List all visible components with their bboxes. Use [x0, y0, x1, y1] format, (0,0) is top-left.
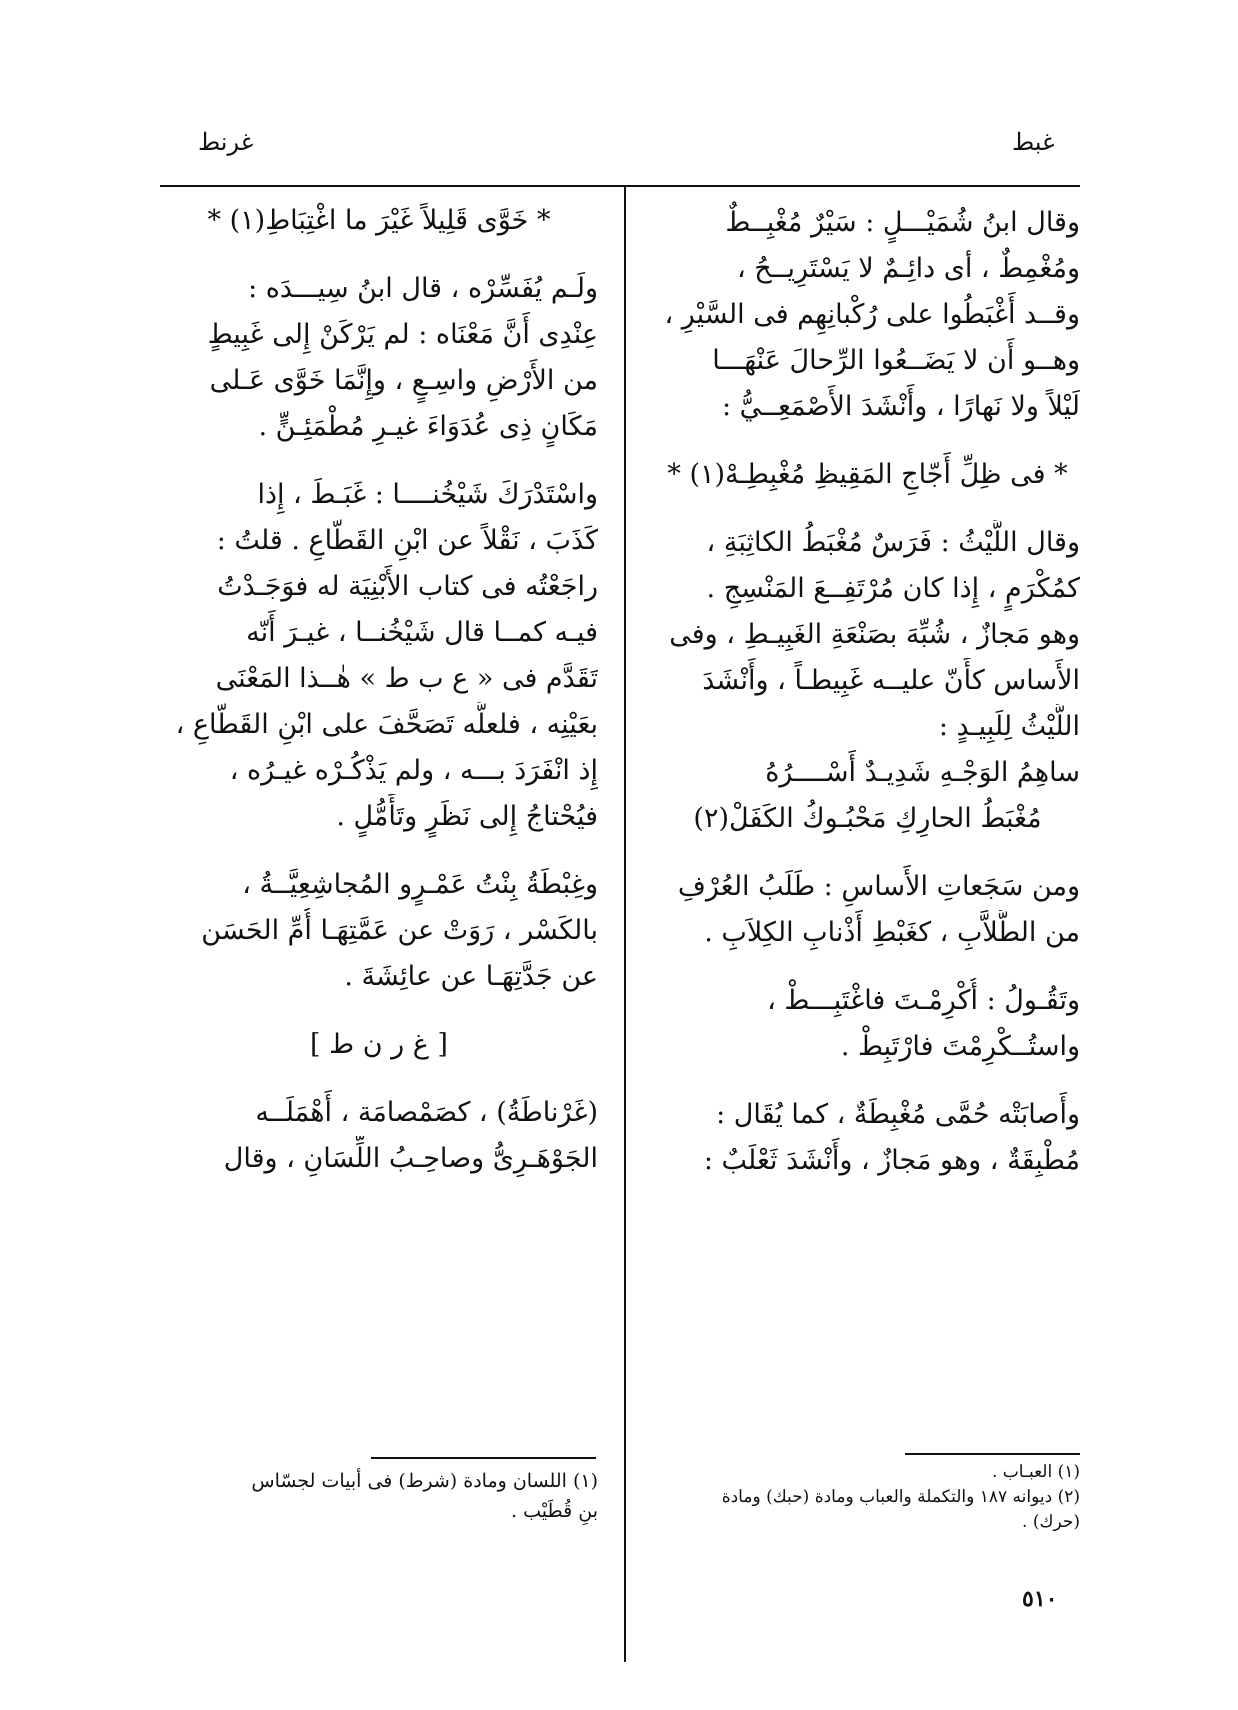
text-line: وتَقُـولُ : أُكْرِمْـتَ فاغْتَبِـــطْ ،	[767, 985, 1080, 1016]
footnote-line: بنِ قُطَيْب .	[511, 1500, 598, 1522]
left-column	[160, 198, 598, 1182]
section-heading: [ غ ر ن ط ]	[310, 1029, 448, 1060]
verse-line: ساهِمُ الوَجْـهِ شَدِيـدٌ أَسْــــرُهُ	[765, 757, 1080, 788]
text-line: وغِبْطَةُ بِنْتُ عَمْـرٍو المُجاشِعِيَّــةُ ،	[242, 869, 598, 900]
footnotes-left	[160, 1466, 598, 1526]
footnote-rule-right	[905, 1453, 1080, 1455]
text-line: راجَعْتُه فى كتاب الأَبْنِيَة له فوَجَـدْتُ	[217, 571, 598, 602]
footnote-rule-left	[371, 1457, 596, 1459]
text-line: وقــد أَغْبَطُوا على رُكْبانِهِم فى السَّيْرِ ،	[664, 299, 1080, 330]
right-column	[655, 200, 1080, 1184]
text-line: (غَرْناطَةُ) ، كصَمْصامَة ، أَهْمَلَــه	[255, 1097, 598, 1128]
text-line: وهو مَجازٌ ، شُبِّهَ بصَنْعَةِ الغَبِيـطِ ، وفى	[669, 619, 1080, 650]
text-line: من الطُّلاَّبِ ، كغَبْطِ أَذْنابِ الكِلاَبِ .	[704, 917, 1080, 948]
text-line: عِنْدِى أَنَّ مَعْنَاه : لم يَرْكَنْ إِلى غَبِيطٍ	[207, 319, 598, 350]
column-divider	[624, 187, 626, 1662]
text-line: بالكَسْر ، رَوَتْ عن عَمَّتِهَـا أُمِّ الحَسَن	[201, 915, 598, 946]
text-line: واستُــكْرِمْتَ فارْتَبِطْ .	[840, 1031, 1080, 1062]
text-line: فيُحْتاجُ إِلى نَظَرٍ وتَأَمُّلٍ .	[336, 801, 598, 832]
text-line: تَقَدَّم فى « ع ب ط » هٰــذا المَعْنَى	[215, 663, 598, 694]
paragraph-gap	[655, 498, 1080, 520]
paragraph-gap	[160, 244, 598, 266]
text-line: لَيْلاً ولا نَهارًا ، وأَنْشَدَ الأَصْمَعِــيُّ :	[721, 391, 1080, 422]
text-line: فيـه كمــا قال شَيْخُنــا ، غيـرَ أَنّه	[246, 617, 598, 648]
paragraph-gap	[655, 842, 1080, 864]
text-line: وقال ابنُ شُمَيْـــلٍ : سَيْرٌ مُغْبِــطٌ	[725, 207, 1080, 238]
text-line: ولَـم يُفَسِّرْه ، قال ابنُ سِيـــدَه :	[248, 273, 598, 304]
text-line: واسْتَدْرَكَ شَيْخُنــــا : غَبَـطَ ، إِذا	[257, 479, 598, 510]
text-line: مُطْبِقَةٌ ، وهو مَجازٌ ، وأَنْشَدَ ثَعْلَبٌ :	[703, 1145, 1080, 1176]
text-line: ومُغْمِطٌ ، أى دائِـمٌ لا يَسْتَرِيــحُ ،	[736, 253, 1080, 284]
header-rule	[160, 185, 1080, 187]
text-line: الأَساس كأَنّ عليــه غَبِيطـاً ، وأَنْشَدَ	[702, 665, 1080, 696]
running-head-left: غرنط	[198, 128, 254, 156]
text-line: كمُكْرَمٍ ، إِذا كان مُرْتَفِــعَ المَنْسِجِ .	[706, 573, 1080, 604]
text-line: كَذَبَ ، نَقْلاً عن ابْنِ القَطّاعِ . قلتُ :	[216, 525, 598, 556]
text-line: وهــو أَن لا يَضَــعُوا الرِّحالَ عَنْهَـــا	[712, 345, 1080, 376]
footnote-line: (١) اللسان ومادة (شرط) فى أبيات لجسّاس	[251, 1470, 598, 1492]
page-number: ٥١٠	[1022, 1586, 1058, 1612]
verse-line: مُغْبَطُ الحارِكِ مَحْبُـوكُ الكَفَلْ(٢)	[693, 803, 1042, 834]
text-line: مَكَانٍ ذِى عُدَوَاءَ غيـرِ مُطْمَئِـنٍّ .	[258, 411, 598, 442]
paragraph-gap	[160, 450, 598, 472]
running-head-right: غبط	[1012, 128, 1055, 156]
verse-line: * خَوَّى قَلِيلاً غَيْرَ ما اغْتِبَاطِ(١) *	[207, 205, 551, 236]
text-line: وأَصابَتْه حُمَّى مُغْبِطَةٌ ، كما يُقَال :	[716, 1099, 1080, 1130]
text-line: من الأَرْضِ واسِـعٍ ، وإِنَّمَا خَوَّى عَـلى	[209, 365, 598, 396]
text-line: وقال اللَّيْثُ : فَرَسٌ مُغْبَطُ الكاثِبَةِ ،	[706, 527, 1080, 558]
verse-line: * فى ظِلِّ أَجّاجِ المَقِيظِ مُغْبِطِـهْ(١) *	[667, 459, 1068, 490]
text-line: اللَّيْثُ لِلَبِيـدٍ :	[938, 711, 1080, 742]
text-line: ومن سَجَعاتِ الأَساسِ : طَلَبُ العُرْفِ	[677, 871, 1080, 902]
paragraph-gap	[655, 430, 1080, 452]
paragraph-gap	[160, 840, 598, 862]
paragraph-gap	[655, 956, 1080, 978]
footnote-line: (٢) ديوانه ١٨٧ والتكملة والعباب ومادة (حبك) ومادة	[721, 1487, 1080, 1507]
paragraph-gap	[655, 1070, 1080, 1092]
text-line: الجَوْهَـرِىُّ وصاحِـبُ اللِّسَانِ ، وقال	[223, 1143, 598, 1174]
footnote-line: (١) العبـاب .	[991, 1462, 1080, 1482]
text-line: إِذ انْفَرَدَ بـــه ، ولم يَذْكُـرْه غيـرُه ،	[229, 755, 598, 786]
footnotes-right	[655, 1460, 1080, 1535]
text-line: عن جَدَّتِهَـا عن عائِشَةَ .	[344, 961, 598, 992]
paragraph-gap	[160, 1000, 598, 1022]
paragraph-gap	[160, 1068, 598, 1090]
footnote-line: (حرك) .	[1022, 1512, 1080, 1532]
text-line: بعَيْنِه ، فلعلَّه تَصَحَّفَ على ابْنِ القَطّاعِ ،	[175, 709, 598, 740]
